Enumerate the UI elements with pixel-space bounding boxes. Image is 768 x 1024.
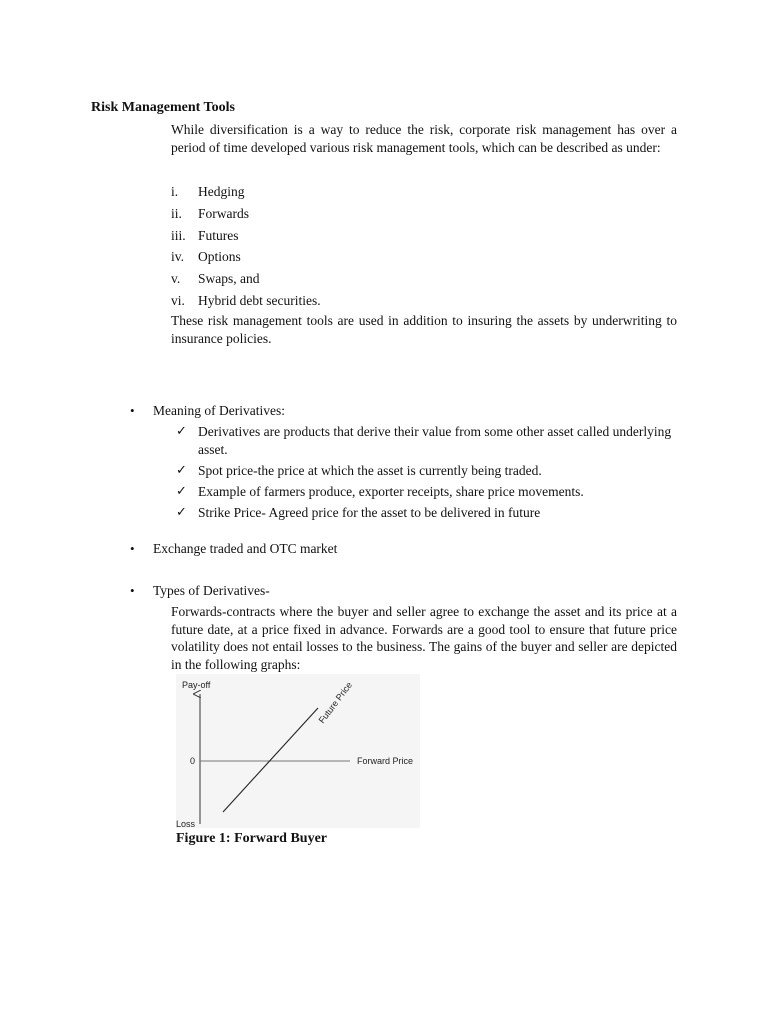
y-axis-bottom-label: Loss bbox=[176, 819, 196, 828]
outro-paragraph: These risk management tools are used in addition to insuring the assets by underwriting to insurance policies. bbox=[171, 313, 677, 346]
list-label: Options bbox=[198, 249, 241, 265]
bullet-icon: • bbox=[130, 403, 135, 418]
zero-label: 0 bbox=[190, 756, 196, 766]
meaning-points bbox=[176, 423, 678, 525]
checkmark-icon: ✓ bbox=[176, 462, 187, 478]
bullet-label: Meaning of Derivatives: bbox=[153, 403, 285, 418]
figure-caption: Figure 1: Forward Buyer bbox=[176, 831, 327, 846]
bullet-label: Types of Derivatives- bbox=[153, 583, 270, 598]
forwards-paragraph: Forwards-contracts where the buyer and seller agree to exchange the asset and its price at a future date, at a price fixed in advance. Forwards are a good tool to ensure that future price volatility does not entail losses to the business. The gains of the buyer and seller are depicted in the following graphs: bbox=[171, 604, 677, 672]
intro-paragraph: While diversification is a way to reduce the risk, corporate risk management has over a period of time developed various risk management tools, which can be described as under: bbox=[171, 122, 677, 155]
section-heading: Risk Management Tools bbox=[91, 100, 235, 115]
bullet-label: Exchange traded and OTC market bbox=[153, 541, 338, 556]
list-label: Forwards bbox=[198, 205, 249, 221]
y-axis-top-label: Pay-off bbox=[182, 680, 211, 690]
list-number: v. bbox=[171, 271, 181, 287]
list-label: Hybrid debt securities. bbox=[198, 292, 321, 308]
point-text: Strike Price- Agreed price for the asset to be delivered in future bbox=[198, 504, 541, 520]
future-price-line bbox=[223, 708, 318, 812]
list-number: ii. bbox=[171, 205, 182, 221]
list-label: Hedging bbox=[198, 184, 245, 199]
list-label: Swaps, and bbox=[198, 271, 260, 287]
list-number: vi. bbox=[171, 292, 185, 308]
list-number: i. bbox=[171, 184, 179, 199]
forward-buyer-chart bbox=[176, 674, 420, 828]
checkmark-icon: ✓ bbox=[176, 483, 187, 499]
checkmark-icon: ✓ bbox=[176, 424, 187, 439]
bullet-icon: • bbox=[130, 583, 135, 598]
list-number: iii. bbox=[171, 227, 186, 243]
point-text: Derivatives are products that derive their value from some other asset called underlying asset. bbox=[198, 424, 672, 457]
point-text: Example of farmers produce, exporter receipts, share price movements. bbox=[198, 483, 584, 499]
list-item bbox=[176, 483, 678, 501]
list-item bbox=[176, 423, 678, 458]
list-item bbox=[176, 462, 678, 480]
point-text: Spot price-the price at which the asset is currently being traded. bbox=[198, 462, 542, 478]
chart-svg bbox=[176, 674, 420, 828]
list-number: iv. bbox=[171, 249, 184, 265]
list-label: Futures bbox=[198, 227, 239, 243]
future-price-label: Future Price bbox=[316, 680, 355, 726]
bullet-icon: • bbox=[130, 541, 135, 556]
checkmark-icon: ✓ bbox=[176, 504, 187, 520]
list-item bbox=[176, 504, 678, 522]
forward-price-label: Forward Price bbox=[357, 756, 414, 766]
series-layer bbox=[223, 680, 354, 812]
